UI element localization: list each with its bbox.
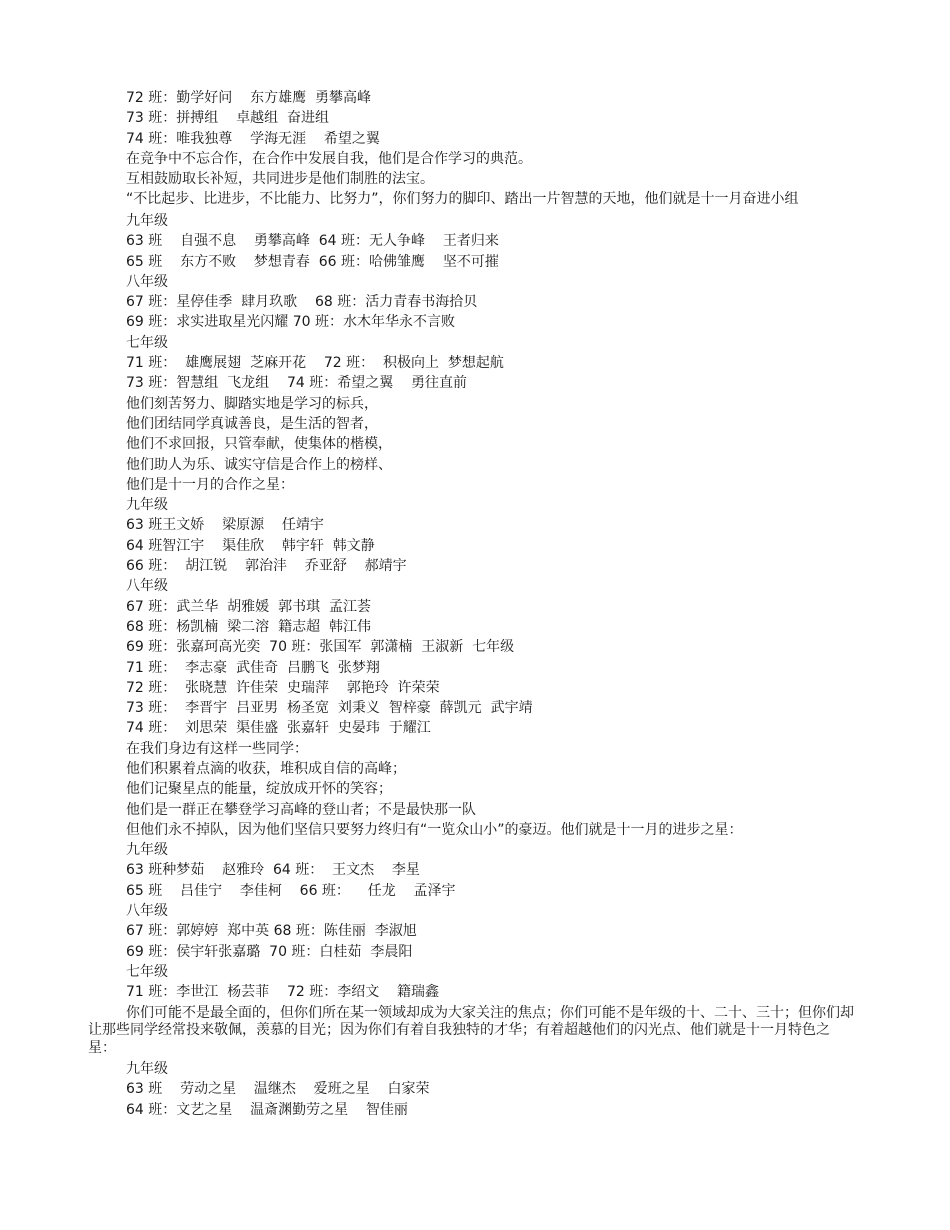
text-line: 八年级 bbox=[126, 578, 168, 595]
text-line: 67 班：郭婷婷 郑中英 68 班：陈佳丽 李淑旭 bbox=[126, 923, 417, 940]
text-line: 他们是一群正在攀登学习高峰的登山者；不是最快那一队 bbox=[126, 801, 476, 818]
text-line: 63 班王文娇 梁原源 任靖宇 bbox=[126, 517, 324, 534]
document-page bbox=[0, 88, 950, 1120]
text-line: 他们团结同学真诚善良，是生活的智者， bbox=[126, 415, 378, 432]
text-line: 69 班：侯宇轩张嘉璐 70 班：白桂茹 李晨阳 bbox=[126, 943, 413, 960]
text-line: 互相鼓励取长补短，共同进步是他们制胜的法宝。 bbox=[126, 171, 434, 188]
text-block-2 bbox=[0, 211, 950, 1003]
text-line: 他们助人为乐、诚实守信是合作上的榜样、 bbox=[126, 456, 392, 473]
text-line: 七年级 bbox=[126, 334, 168, 351]
text-line: 在竞争中不忘合作，在合作中发展自我，他们是合作学习的典范。 bbox=[126, 150, 532, 167]
text-line: 65 班 吕佳宁 李佳柯 66 班： 任龙 孟泽宇 bbox=[126, 882, 456, 899]
text-block-3 bbox=[0, 1059, 950, 1120]
text-line: 72 班：勤学好问 东方雄鹰 勇攀高峰 bbox=[126, 90, 371, 106]
paragraph-feature-stars: 你们可能不是最全面的，但你们所在某一领域却成为大家关注的焦点；你们可能不是年级的十、二十、三十；但你们却让那些同学经常投来敬佩，羡慕的目光；因为你们有着自我独特的才华；有着超越他们的闪光点、他们就是十一月特色之星： bbox=[88, 1004, 854, 1056]
text-line: 他们是十一月的合作之星： bbox=[126, 476, 294, 493]
text-line: 64 班智江宇 渠佳欣 韩宇轩 韩文静 bbox=[126, 537, 375, 554]
text-line: 67 班：星停佳季 肆月玖歌 68 班：活力青春书海拾贝 bbox=[126, 294, 478, 311]
text-line: 63 班 自强不息 勇攀高峰 64 班：无人争峰 王者归来 bbox=[126, 233, 499, 250]
text-line: 63 班 劳动之星 温继杰 爱班之星 白家荣 bbox=[126, 1081, 430, 1098]
text-line: 八年级 bbox=[126, 273, 168, 290]
text-line: 九年级 bbox=[126, 212, 168, 229]
text-line: 69 班：求实进取星光闪耀 70 班：水木年华永不言败 bbox=[126, 314, 455, 331]
text-line: 八年级 bbox=[126, 903, 168, 920]
text-line: 73 班： 李晋宇 吕亚男 杨圣宽 刘秉义 智梓豪 薛凯元 武宇靖 bbox=[126, 700, 533, 717]
text-line: 他们刻苦努力、脚踏实地是学习的标兵， bbox=[126, 395, 378, 412]
text-line: 63 班种梦茹 赵雅玲 64 班： 王文杰 李星 bbox=[126, 862, 420, 879]
text-line: 九年级 bbox=[126, 497, 168, 514]
text-line: 64 班：文艺之星 温斎渊勤劳之星 智佳丽 bbox=[126, 1101, 408, 1118]
text-line: 在我们身边有这样一些同学： bbox=[126, 740, 308, 757]
text-line: 他们记聚星点的能量，绽放成开怀的笑容； bbox=[126, 781, 392, 798]
text-line: 74 班：唯我独尊 学海无涯 希望之翼 bbox=[126, 130, 380, 147]
text-line: 但他们永不掉队，因为他们坚信只要努力终归有“一览众山小”的豪迈。他们就是十一月的进步之星： bbox=[126, 821, 743, 838]
text-line: 他们不求回报，只管奉献，使集体的楷模， bbox=[126, 436, 392, 453]
text-line: 71 班： 雄鹰展翅 芝麻开花 72 班： 积极向上 梦想起航 bbox=[126, 355, 504, 372]
text-line: 66 班： 胡江锐 郭治沣 乔亚舒 郝靖宇 bbox=[126, 558, 407, 575]
text-line: 71 班：李世江 杨芸菲 72 班：李绍文 籍瑞鑫 bbox=[126, 984, 440, 1001]
text-line: 九年级 bbox=[126, 842, 168, 859]
text-line: 65 班 东方不败 梦想青春 66 班：哈佛雏鹰 坚不可摧 bbox=[126, 253, 499, 270]
text-line: 71 班： 李志豪 武佳奇 吕鹏飞 张梦翔 bbox=[126, 659, 380, 676]
text-block-1 bbox=[0, 88, 950, 189]
text-line: 73 班：智慧组 飞龙组 74 班：希望之翼 勇往直前 bbox=[126, 375, 468, 392]
text-line: 七年级 bbox=[126, 963, 168, 980]
paragraph-progress-group: “不比起步、比进步，不比能力、比努力”，你们努力的脚印、踏出一片智慧的天地，他们就是十一月奋进小组 bbox=[126, 191, 799, 208]
text-line: 九年级 bbox=[126, 1061, 168, 1078]
text-line: 69 班：张嘉珂高光奕 70 班：张国军 郭潇楠 王淑新 七年级 bbox=[126, 639, 515, 656]
text-line: 73 班：拼搏组 卓越组 奋进组 bbox=[126, 110, 329, 127]
text-line: 72 班： 张晓慧 许佳荣 史瑞萍 郭艳玲 许荣荣 bbox=[126, 679, 440, 696]
text-line: 74 班： 刘思荣 渠佳盛 张嘉轩 史晏玮 于耀江 bbox=[126, 720, 431, 737]
text-line: 他们积累着点滴的收获，堆积成自信的高峰； bbox=[126, 761, 406, 777]
text-line: 68 班：杨凯楠 梁二溶 籍志超 韩江伟 bbox=[126, 618, 371, 635]
text-line: 67 班：武兰华 胡雅媛 郭书琪 孟江荟 bbox=[126, 598, 371, 615]
